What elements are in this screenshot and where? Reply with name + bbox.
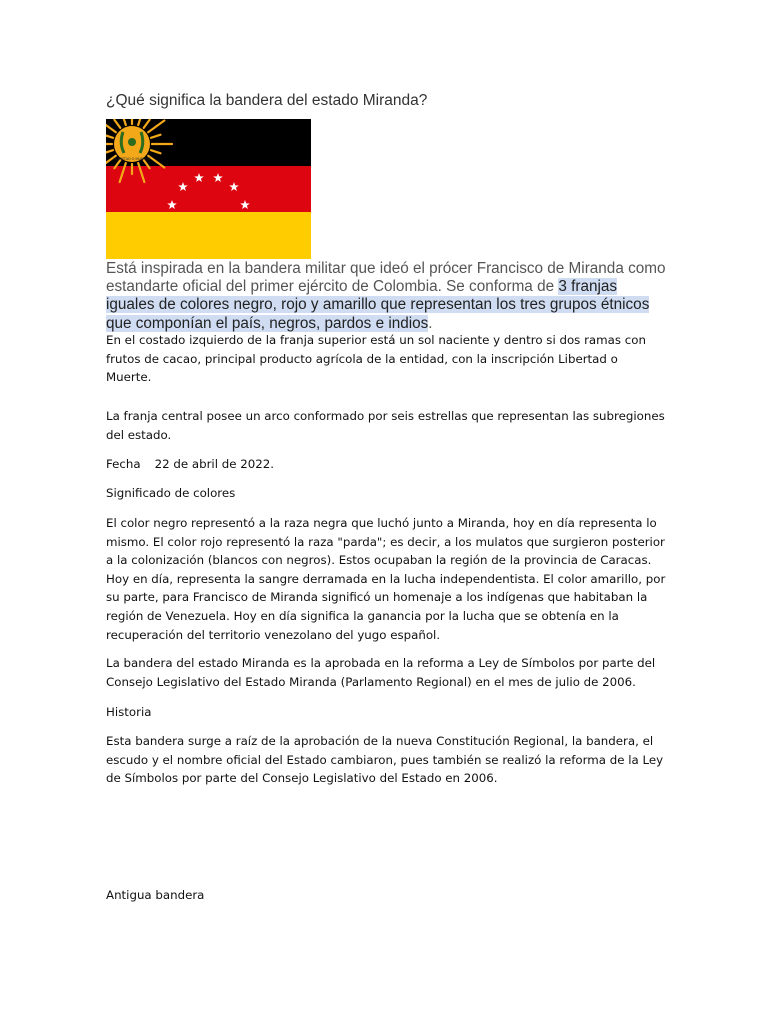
flag-inscription: LIBERTAD O MUERTE: [113, 157, 151, 161]
lead-end: .: [428, 314, 433, 332]
date-label: Fecha: [106, 457, 141, 471]
sun-description-paragraph: [106, 331, 666, 387]
law-paragraph: [106, 654, 666, 691]
miranda-flag-image: [106, 119, 311, 259]
flag-yellow-stripe: [106, 212, 311, 259]
lead-paragraph: [106, 260, 666, 333]
old-flag-caption: [106, 886, 666, 905]
section-heading: Historia: [106, 705, 152, 719]
caption-text: Antigua bandera: [106, 888, 205, 902]
central-stripe-paragraph: [106, 407, 666, 444]
cacao-fruit-icon: [128, 138, 136, 146]
flag-red-stripe: [106, 166, 311, 212]
colors-heading: [106, 484, 666, 503]
paragraph-text: El color negro representó a la raza negra que luchó junto a Miranda, hoy en día representa lo mismo. El color rojo representó la raza "parda"; es decir, a los mulatos que surgieron posterior a la colonización (blancos con negros). Estos ocupaban la región de la provincia de Caracas. Hoy en día, representa la sangre derramada en la lucha independentista. El color amarillo, por su parte, para Francisco de Miranda significó un homenaje a los indígenas que habitaban la región de Venezuela. Hoy en día significa la ganancia por la lucha que se obtenía en la recuperación del territorio venezolano del yugo español.: [106, 516, 666, 642]
lead-text: Está inspirada en la bandera militar que ideó el prócer Francisco de Miranda como estandarte oficial del primer ejército de Colombia. Se conforma de: [106, 260, 666, 296]
section-heading: Significado de colores: [106, 486, 236, 500]
history-paragraph: [106, 732, 666, 788]
paragraph-text: En el costado izquierdo de la franja superior está un sol naciente y dentro si dos ramas con frutos de cacao, principal producto agrícola de la entidad, con la inscripción Libertad o Muerte.: [106, 333, 646, 385]
colors-meaning-paragraph: [106, 514, 666, 644]
paragraph-text: Esta bandera surge a raíz de la aprobación de la nueva Constitución Regional, la bandera, el escudo y el nombre oficial del Estado cambiaron, pues también se realizó la reforma de la Ley de Símbolos por parte del Consejo Legislativo del Estado en 2006.: [106, 734, 664, 786]
date-value: 22 de abril de 2022.: [154, 457, 274, 471]
highlighted-text: 3 franjas iguales de colores negro, rojo y amarillo que representan los tres grupos étnicos que componían el país, negros, pardos e indios: [106, 278, 650, 332]
history-heading: [106, 703, 666, 722]
paragraph-text: La franja central posee un arco conformado por seis estrellas que representan las subregiones del estado.: [106, 409, 665, 442]
page-title: ¿Qué significa la bandera del estado Miranda?: [106, 92, 428, 109]
date-line: [106, 455, 666, 474]
paragraph-text: La bandera del estado Miranda es la aprobada en la reforma a Ley de Símbolos por parte del Consejo Legislativo del Estado Miranda (Parlamento Regional) en el mes de julio de 2006.: [106, 656, 656, 689]
